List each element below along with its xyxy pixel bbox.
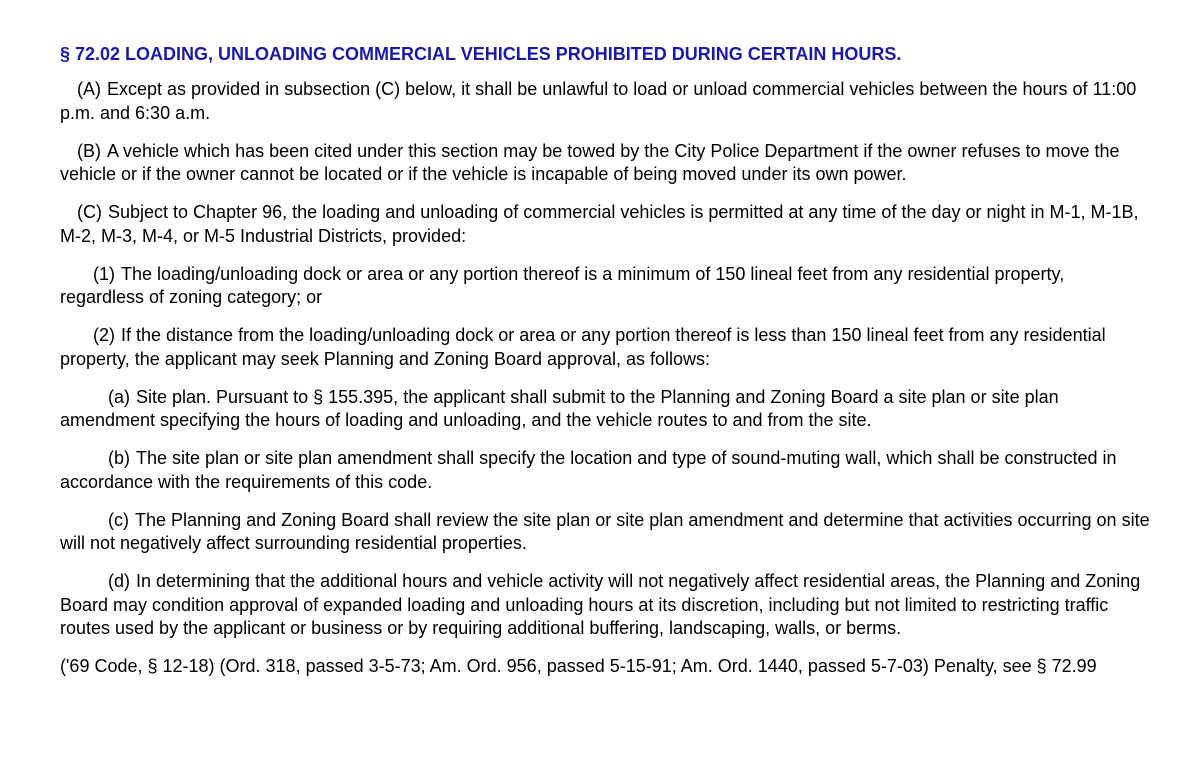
- paragraph-text: If the distance from the loading/unloading dock or area or any portion thereof is less than 150 lineal feet from any residential property, the applicant may seek Planning and Zoning Board approval, as follows:: [60, 325, 1106, 369]
- paragraph-text: A vehicle which has been cited under this section may be towed by the City Police Department if the owner refuses to move the vehicle or if the owner cannot be located or if the vehicle is incapable of being moved under its own power.: [60, 140, 1120, 184]
- paragraph-c-2-c: [60, 509, 1150, 556]
- paragraph-text: Site plan. Pursuant to § 155.395, the applicant shall submit to the Planning and Zoning Board a site plan or site plan amendment specifying the hours of loading and unloading, and the vehicle routes to and from the site.: [60, 386, 1059, 430]
- paragraph-b: [60, 140, 1150, 187]
- paragraph-c-2-d: [60, 570, 1150, 641]
- paragraph-label: (A): [77, 79, 101, 99]
- history-note: ('69 Code, § 12-18) (Ord. 318, passed 3-5-73; Am. Ord. 956, passed 5-15-91; Am. Ord. 1440, passed 5-7-03) Penalty, see § 72.99: [60, 656, 1097, 676]
- paragraph-label: (2): [93, 325, 115, 345]
- paragraph-label: (a): [108, 386, 130, 407]
- paragraph-c-2-b: [60, 447, 1150, 494]
- paragraph-label: (C): [77, 202, 102, 222]
- paragraph-label: (d): [108, 571, 130, 591]
- paragraph-c-1: [60, 263, 1150, 310]
- document-body: [60, 42, 1150, 679]
- paragraph-text: Except as provided in subsection (C) below, it shall be unlawful to load or unload commercial vehicles between the hours of 11:00 p.m. and 6:30 a.m.: [60, 79, 1137, 123]
- paragraph-label: (B): [77, 140, 101, 161]
- paragraph-label: (b): [108, 448, 130, 468]
- paragraph-c-2: [60, 324, 1150, 371]
- paragraph-text: The loading/unloading dock or area or any portion thereof is a minimum of 150 lineal feet from any residential property, regardless of zoning category; or: [60, 263, 1065, 307]
- paragraph-c-2-a: [60, 386, 1150, 433]
- paragraph-label: (1): [93, 263, 115, 284]
- paragraph-text: The site plan or site plan amendment shall specify the location and type of sound-muting wall, which shall be constructed in accordance with the requirements of this code.: [60, 448, 1117, 492]
- paragraph-text: In determining that the additional hours and vehicle activity will not negatively affect residential areas, the Planning and Zoning Board may condition approval of expanded loading and unloading hours at its discretion, including but not limited to restricting traffic routes used by the applicant or business or by requiring additional buffering, landscaping, walls, or berms.: [60, 571, 1141, 638]
- paragraph-a: [60, 78, 1150, 125]
- section-title: § 72.02 LOADING, UNLOADING COMMERCIAL VEHICLES PROHIBITED DURING CERTAIN HOURS.: [60, 44, 902, 64]
- paragraph-label: (c): [108, 509, 129, 530]
- paragraph-c: [60, 201, 1150, 248]
- paragraph-text: The Planning and Zoning Board shall review the site plan or site plan amendment and determine that activities occurring on site will not negatively affect surrounding residential properties.: [60, 509, 1150, 553]
- paragraph-text: Subject to Chapter 96, the loading and unloading of commercial vehicles is permitted at any time of the day or night in M-1, M-1B, M-2, M-3, M-4, or M-5 Industrial Districts, provided:: [60, 202, 1139, 246]
